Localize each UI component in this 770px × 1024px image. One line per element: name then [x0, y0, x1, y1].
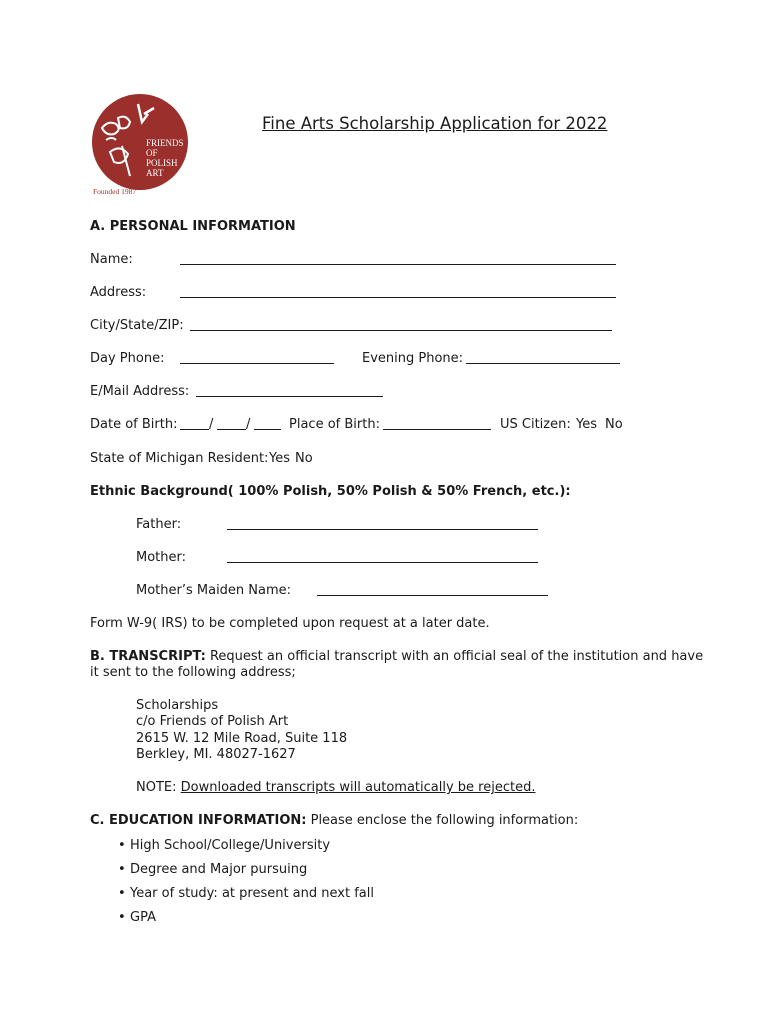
ethnic-background-heading: Ethnic Background( 100% Polish, 50% Polish & 50% French, etc.):	[90, 484, 571, 499]
logo-text-4: ART	[146, 168, 164, 178]
email-label: E/Mail Address:	[90, 384, 190, 399]
mailing-address-line: c/o Friends of Polish Art	[136, 714, 289, 729]
name-label: Name:	[90, 252, 133, 267]
michigan-resident-yes[interactable]: Yes	[269, 451, 290, 466]
logo-founded: Founded 1987	[93, 187, 137, 196]
page-title: Fine Arts Scholarship Application for 2022	[262, 114, 608, 133]
list-item: • Year of study: at present and next fall	[130, 886, 374, 902]
education-intro: Please enclose the following information:	[310, 813, 579, 828]
michigan-resident-label: State of Michigan Resident:	[90, 451, 269, 466]
father-field[interactable]	[227, 517, 538, 530]
section-a-heading: A. PERSONAL INFORMATION	[90, 219, 296, 234]
note-label: NOTE:	[136, 780, 177, 795]
mother-field[interactable]	[227, 550, 538, 563]
section-c-heading: C. EDUCATION INFORMATION:	[90, 813, 307, 828]
day-phone-field[interactable]	[180, 351, 334, 364]
dob-day-field[interactable]	[217, 417, 246, 430]
us-citizen-yes[interactable]: Yes	[576, 417, 597, 432]
list-item: • GPA	[130, 910, 156, 926]
dob-year-field[interactable]	[254, 417, 281, 430]
logo-text-3: POLISH	[146, 158, 178, 168]
transcript-line-2: it sent to the following address;	[90, 665, 296, 680]
section-b-heading: B. TRANSCRIPT:	[90, 649, 206, 664]
dob-label: Date of Birth:	[90, 417, 178, 432]
address-field[interactable]	[180, 285, 616, 298]
transcript-line-1	[90, 649, 703, 665]
transcript-note	[136, 780, 535, 796]
list-item: • Degree and Major pursuing	[130, 862, 307, 878]
place-of-birth-label: Place of Birth:	[289, 417, 380, 432]
name-field[interactable]	[180, 252, 616, 265]
us-citizen-label: US Citizen:	[500, 417, 571, 432]
day-phone-label: Day Phone:	[90, 351, 165, 366]
dob-separator: /	[246, 417, 251, 432]
us-citizen-no[interactable]: No	[605, 417, 623, 432]
mother-label: Mother:	[136, 550, 187, 565]
evening-phone-label: Evening Phone:	[362, 351, 464, 366]
city-state-zip-label: City/State/ZIP:	[90, 318, 184, 333]
transcript-text: Request an official transcript with an official seal of the institution and have	[209, 649, 704, 664]
city-state-zip-field[interactable]	[190, 318, 612, 331]
mailing-address-line: Scholarships	[136, 698, 219, 713]
michigan-resident-no[interactable]: No	[295, 451, 313, 466]
place-of-birth-field[interactable]	[383, 417, 491, 430]
logo-text-2: OF	[146, 148, 158, 158]
father-label: Father:	[136, 517, 182, 532]
w9-note: Form W-9( IRS) to be completed upon request at a later date.	[90, 616, 490, 631]
maiden-name-label: Mother’s Maiden Name:	[136, 583, 292, 598]
friends-of-polish-art-logo	[88, 94, 192, 198]
dob-separator: /	[209, 417, 214, 432]
note-text: Downloaded transcripts will automatically be rejected.	[180, 780, 536, 795]
maiden-name-field[interactable]	[317, 583, 548, 596]
education-line	[90, 813, 578, 829]
address-label: Address:	[90, 285, 147, 300]
logo-text-1: FRIENDS	[146, 138, 184, 148]
mailing-address-line: 2615 W. 12 Mile Road, Suite 118	[136, 731, 348, 746]
dob-month-field[interactable]	[180, 417, 209, 430]
mailing-address-line: Berkley, MI. 48027-1627	[136, 747, 296, 762]
evening-phone-field[interactable]	[466, 351, 620, 364]
list-item: • High School/College/University	[130, 838, 330, 854]
email-field[interactable]	[196, 384, 383, 397]
